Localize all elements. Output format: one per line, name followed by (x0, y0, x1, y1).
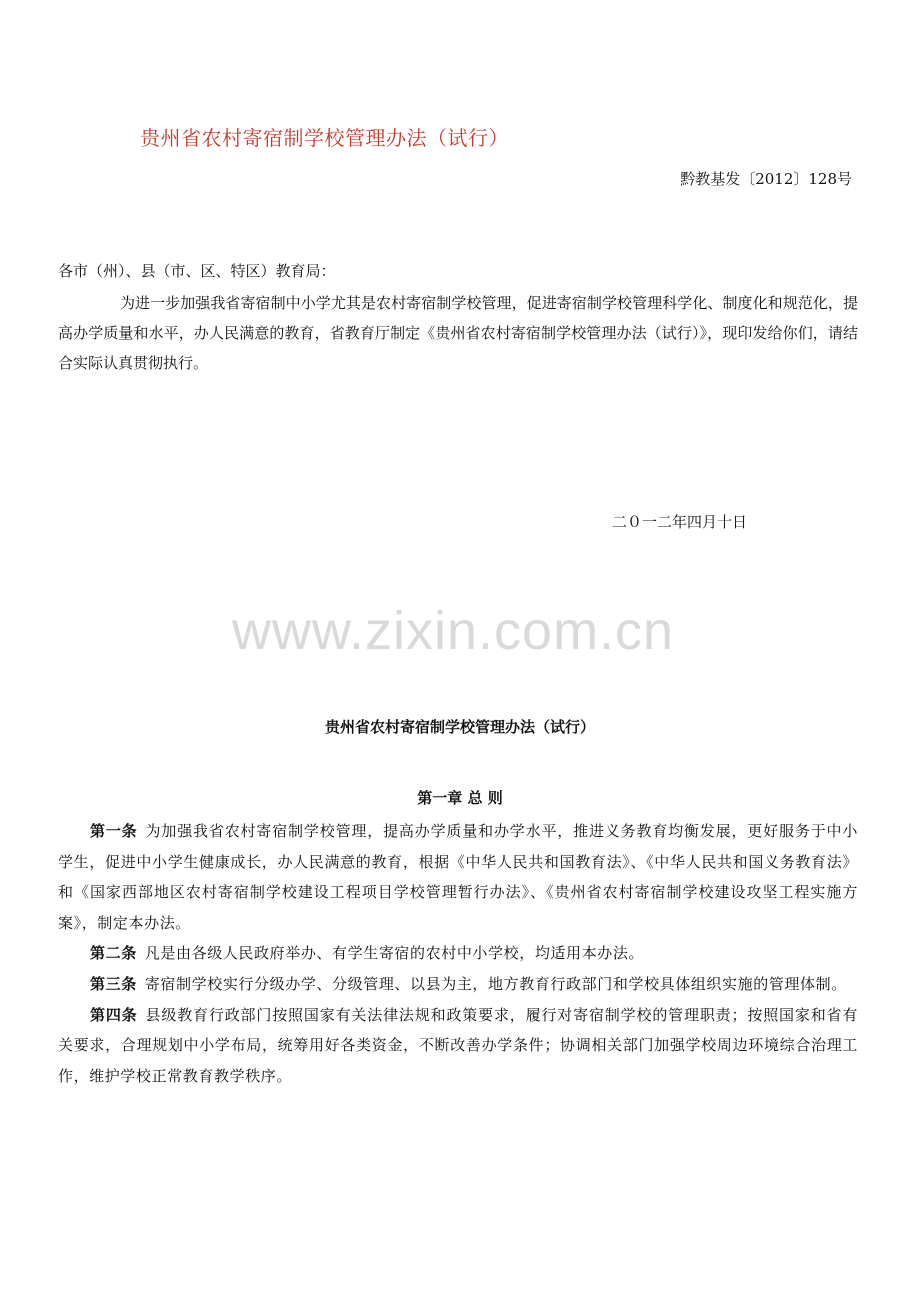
articles-section (58, 816, 858, 1091)
document-number: 黔教基发〔2012〕128号 (680, 170, 852, 188)
issue-date: 二０一二年四月十日 (612, 513, 748, 531)
chapter-heading: 第一章 总 则 (417, 789, 503, 807)
article-4 (58, 1000, 858, 1092)
article-label: 第三条 (90, 974, 137, 993)
article-label: 第一条 (90, 822, 138, 840)
notice-body: 为进一步加强我省寄宿制中小学尤其是农村寄宿制学校管理，促进寄宿制学校管理科学化、制度化和规范化，提高办学质量和水平，办人民满意的教育，省教育厅制定《贵州省农村寄宿制学校管理办法（试行）》，现印发给你们，请结合实际认真贯彻执行。 (58, 294, 858, 372)
article-2 (58, 938, 858, 969)
article-text: 寄宿制学校实行分级办学、分级管理、以县为主，地方教育行政部门和学校具体组织实施的管理体制。 (144, 974, 847, 993)
regulation-title: 贵州省农村寄宿制学校管理办法（试行） (324, 718, 595, 736)
watermark: www.zixin.com.cn (232, 601, 675, 661)
article-label: 第四条 (90, 1005, 138, 1024)
notice-title: 贵州省农村寄宿制学校管理办法（试行） (140, 126, 509, 150)
article-text: 凡是由各级人民政府举办、有学生寄宿的农村中小学校，均适用本办法。 (144, 944, 645, 963)
article-3 (58, 969, 858, 1000)
article-text: 为加强我省农村寄宿制学校管理，提高办学质量和办学水平，推进义务教育均衡发展，更好服务于中小学生，促进中小学生健康成长，办人民满意的教育，根据《中华人民共和国教育法》、《中华人民共和国义务教育法》和《国家西部地区农村寄宿制学校建设工程项目学校管理暂行办法》、《贵州省农村寄宿制学校建设攻坚工程实施方案》，制定本办法。 (58, 822, 858, 932)
article-1 (58, 816, 858, 938)
article-text: 县级教育行政部门按照国家有关法律法规和政策要求，履行对寄宿制学校的管理职责；按照国家和省有关要求，合理规划中小学布局，统筹用好各类资金，不断改善办学条件；协调相关部门加强学校周边环境综合治理工作，维护学校正常教育教学秩序。 (58, 1005, 858, 1085)
addressee: 各市（州）、县（市、区、特区）教育局： (58, 262, 336, 280)
article-label: 第二条 (90, 944, 137, 963)
